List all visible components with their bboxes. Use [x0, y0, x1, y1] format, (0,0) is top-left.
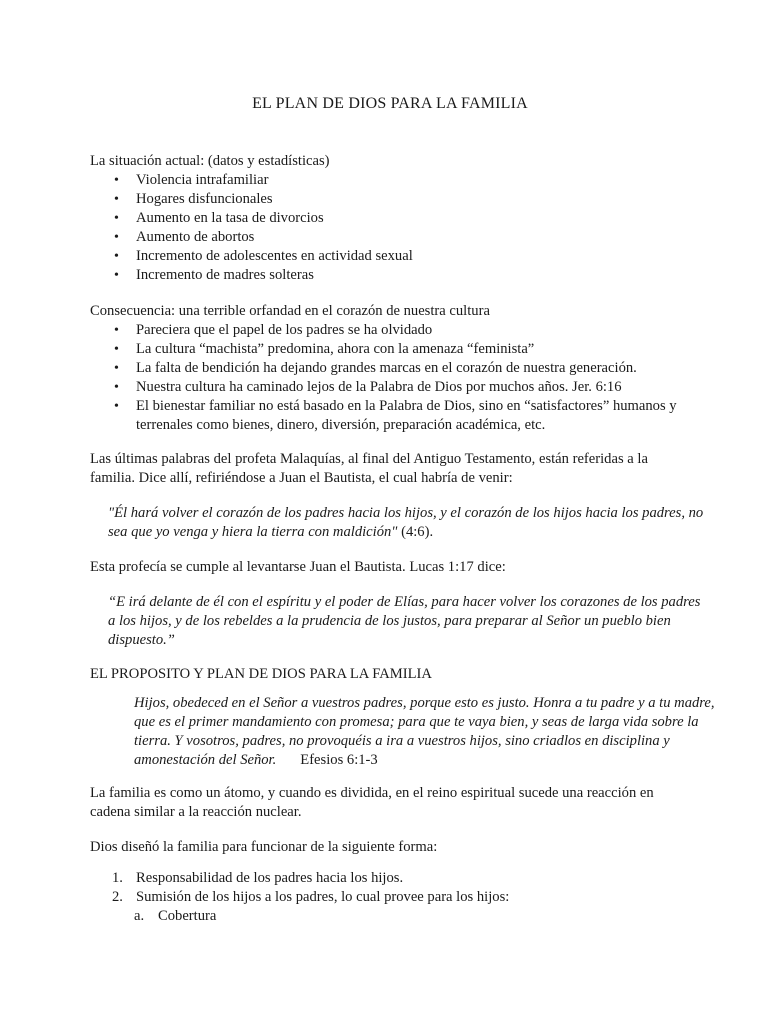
sub-list-item — [90, 907, 690, 926]
list-item: • Aumento de abortos — [90, 228, 690, 247]
situation-list — [90, 171, 690, 285]
paragraph-atomo: La familia es como un átomo, y cuando es dividida, en el reino espiritual sucede una reacción en cadena similar a la reacción nuclear. — [90, 785, 654, 820]
consequence-intro: Consecuencia: una terrible orfandad en el corazón de nuestra cultura — [90, 303, 490, 319]
consequence-list — [90, 321, 690, 435]
quote-lucas: “E irá delante de él con el espíritu y el poder de Elías, para hacer volver los corazones de los padres a los hijos, y de los rebeldes a la prudencia de los justos, para preparar al Señor un pueblo bien dispuesto.” — [108, 594, 701, 648]
paragraph-malaquias: Las últimas palabras del profeta Malaquías, al final del Antiguo Testamento, están referidas a la familia. Dice allí, refiriéndose a Juan el Bautista, el cual habría de venir: — [90, 451, 648, 486]
list-number: 1. — [112, 870, 123, 886]
list-item: • Violencia intrafamiliar — [90, 171, 690, 190]
list-text: Sumisión de los hijos a los padres, lo cual provee para los hijos: — [136, 889, 510, 905]
list-item: • Pareciera que el papel de los padres se ha olvidado — [90, 321, 690, 340]
quote-text: Hijos, obedeced en el Señor a vuestros padres, porque esto es justo. Honra a tu padre y a tu madre, que es el primer mandamiento con promesa; para que te vaya bien, y seas de larga vida sobre la tierra. Y vosotros, padres, no provoquéis a ira a vuestros hijos, sino criadlos en disciplina y amonestación del Señor. — [134, 695, 715, 768]
quote-reference: Efesios 6:1-3 — [300, 752, 378, 768]
list-item: • La falta de bendición ha dejando grandes marcas en el corazón de nuestra generación. — [90, 359, 690, 378]
list-item: • Incremento de madres solteras — [90, 266, 690, 285]
list-item — [90, 888, 690, 907]
section-heading: EL PROPOSITO Y PLAN DE DIOS PARA LA FAMILIA — [90, 666, 432, 682]
list-number: 2. — [112, 889, 123, 905]
situation-intro: La situación actual: (datos y estadísticas) — [90, 153, 330, 169]
list-item — [90, 869, 690, 888]
list-item: • Nuestra cultura ha caminado lejos de la Palabra de Dios por muchos años. Jer. 6:16 — [90, 378, 690, 397]
quote-reference: (4:6). — [397, 524, 434, 540]
paragraph-diseno: Dios diseñó la familia para funcionar de la siguiente forma: — [90, 839, 438, 855]
list-item: • Hogares disfuncionales — [90, 190, 690, 209]
consequence-section — [90, 302, 690, 435]
paragraph-lucas: Esta profecía se cumple al levantarse Juan el Bautista. Lucas 1:17 dice: — [90, 559, 506, 575]
list-item: • La cultura “machista” predomina, ahora con la amenaza “feminista” — [90, 340, 690, 359]
quote-efesios — [90, 694, 734, 770]
list-item: • Incremento de adolescentes en actividad sexual — [90, 247, 690, 266]
list-letter: a. — [134, 908, 145, 924]
situation-section — [90, 152, 690, 285]
list-item: • Aumento en la tasa de divorcios — [90, 209, 690, 228]
list-item: • El bienestar familiar no está basado en la Palabra de Dios, sino en “satisfactores” humanos y terrenales como bienes, dinero, diversión, preparación académica, etc. — [90, 397, 690, 435]
quote-text: "Él hará volver el corazón de los padres hacia los hijos, y el corazón de los hijos hacia los padres, no sea que yo venga y hiera la tierra con maldición" — [108, 505, 704, 540]
quote-malaquias — [90, 504, 708, 542]
document-title: EL PLAN DE DIOS PARA LA FAMILIA — [252, 95, 528, 112]
design-list — [90, 869, 690, 926]
list-text: Cobertura — [158, 908, 217, 924]
list-text: Responsabilidad de los padres hacia los hijos. — [136, 870, 404, 886]
